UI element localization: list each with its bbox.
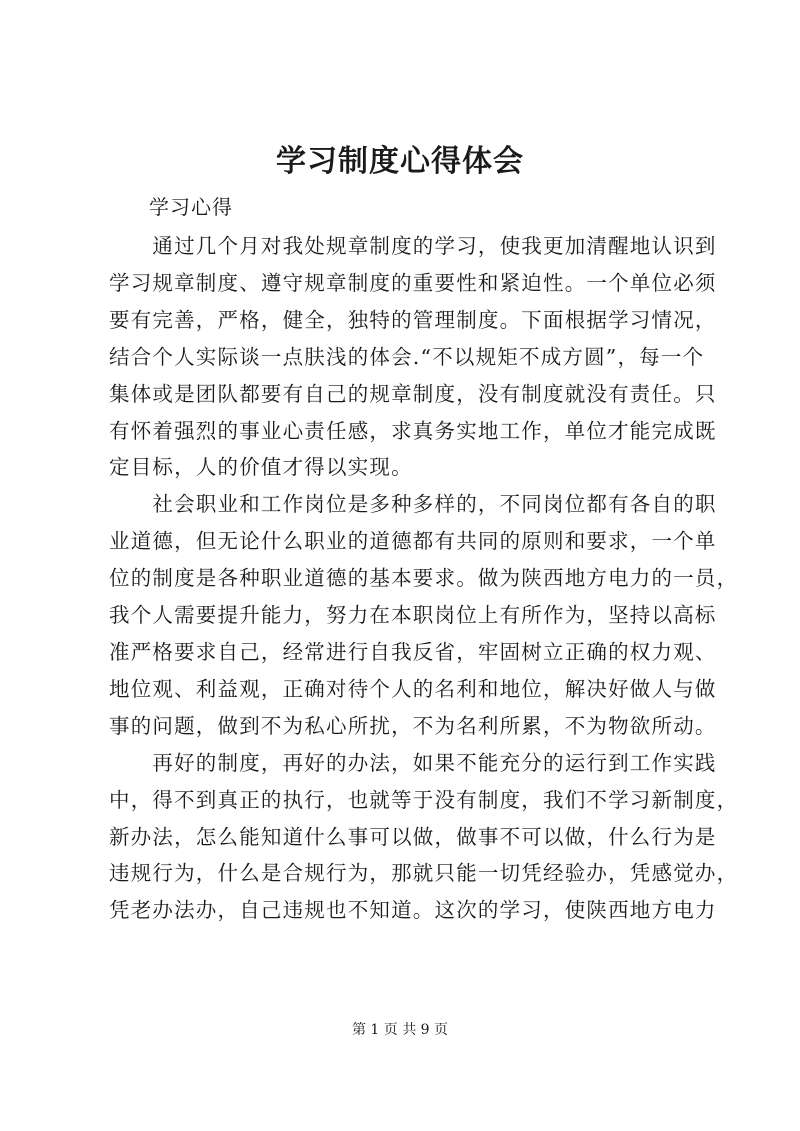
text-line: 准严格要求自己，经常进行自我反省，牢固树立正确的权力观、 <box>109 639 717 664</box>
paragraph-2 <box>109 486 739 744</box>
document-title: 学习制度心得体会 <box>276 144 524 179</box>
text-line: 要有完善，严格，健全，独特的管理制度。下面根据学习情况， <box>109 307 717 332</box>
text-line: 社会职业和工作岗位是多种多样的，不同岗位都有各自的职 <box>109 492 717 517</box>
text-line: 事的问题，做到不为私心所扰，不为名利所累，不为物欲所动。 <box>109 713 717 738</box>
text-line: 中，得不到真正的执行，也就等于没有制度，我们不学习新制度， <box>109 787 739 812</box>
text-line: 结合个人实际谈一点肤浅的体会.“不以规矩不成方圆”，每一个 <box>109 344 705 369</box>
document-subtitle: 学习心得 <box>149 195 233 219</box>
paragraph-3 <box>109 745 739 930</box>
text-line: 再好的制度，再好的办法，如果不能充分的运行到工作实践 <box>109 750 717 775</box>
text-line: 违规行为，什么是合规行为，那就只能一切凭经验办，凭感觉办， <box>109 861 739 886</box>
paragraph-1 <box>109 228 717 486</box>
text-line: 集体或是团队都要有自己的规章制度，没有制度就没有责任。只 <box>109 381 717 406</box>
text-line: 业道德，但无论什么职业的道德都有共同的原则和要求，一个单 <box>109 529 717 554</box>
text-line: 新办法，怎么能知道什么事可以做，做事不可以做，什么行为是 <box>109 824 717 849</box>
text-line: 通过几个月对我处规章制度的学习，使我更加清醒地认识到 <box>109 234 717 258</box>
text-line: 我个人需要提升能力，努力在本职岗位上有所作为，坚持以高标 <box>109 603 717 628</box>
text-line: 凭老办法办，自己违规也不知道。这次的学习，使陕西地方电力 <box>109 898 717 923</box>
text-line: 位的制度是各种职业道德的基本要求。做为陕西地方电力的一员， <box>109 566 739 591</box>
text-line: 学习规章制度、遵守规章制度的重要性和紧迫性。一个单位必须 <box>109 270 717 295</box>
page-footer: 第 1 页 共 9 页 <box>351 1022 449 1038</box>
text-line: 有怀着强烈的事业心责任感，求真务实地工作，单位才能完成既 <box>109 418 717 443</box>
text-line: 定目标，人的价值才得以实现。 <box>109 455 413 480</box>
document-body <box>109 228 739 929</box>
text-line: 地位观、利益观，正确对待个人的名利和地位，解决好做人与做 <box>109 676 717 701</box>
